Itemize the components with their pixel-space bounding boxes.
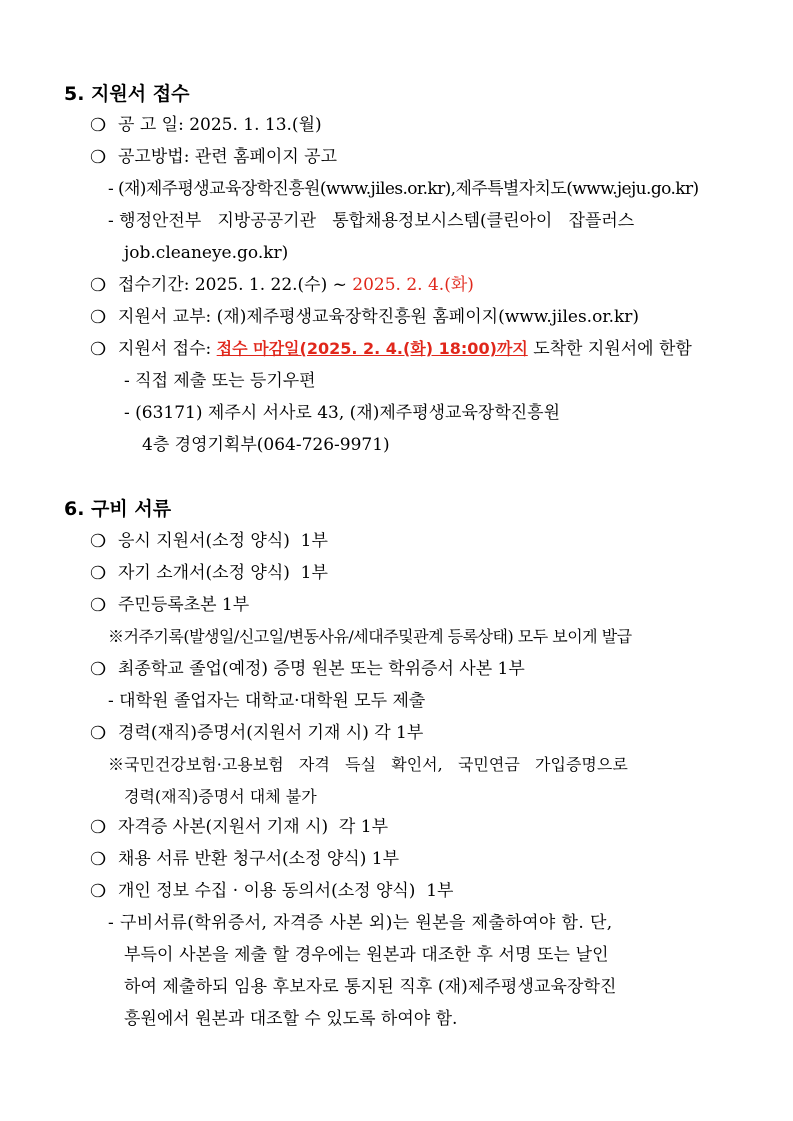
- list-item-application-period: [0, 273, 793, 303]
- document-text: 경력(재직)증명서(지원서 기재 시) 각 1부: [118, 723, 424, 743]
- list-item-resident-registration: [0, 593, 793, 623]
- receipt-text: [118, 337, 692, 361]
- section-5-heading: 5. 지원서 접수: [64, 83, 190, 105]
- document-text: 개인 정보 수집 · 이용 동의서(소정 양식) 1부: [118, 881, 454, 901]
- bullet-icon: ❍: [90, 147, 107, 168]
- method-sub-text: - (재)제주평생교육장학진흥원(www.jiles.or.kr),제주특별자치도(www.jeju.go.kr): [108, 179, 699, 199]
- final-note-text: 하여 제출하되 임용 후보자로 통지된 직후 (재)제주평생교육장학진: [124, 977, 617, 997]
- distribution-text: 지원서 교부: (재)제주평생교육장학진흥원 홈페이지(www.jiles.or.kr): [118, 307, 640, 327]
- bullet-icon: ❍: [90, 849, 107, 870]
- note-residence-record: [0, 625, 793, 655]
- list-item-announcement-date: [0, 113, 793, 143]
- bullet-icon: ❍: [90, 307, 107, 328]
- method-sub-1: [0, 177, 793, 207]
- bullet-icon: ❍: [90, 659, 107, 680]
- receipt-suffix: 도착한 지원서에 한함: [527, 339, 692, 359]
- period-deadline: 2025. 2. 4.(화): [352, 275, 474, 295]
- note-text: ※국민건강보험·고용보험 자격 득실 확인서, 국민연금 가입증명으로: [108, 755, 628, 774]
- document-text: 응시 지원서(소정 양식) 1부: [118, 531, 328, 551]
- receipt-prefix: 지원서 접수:: [118, 339, 217, 359]
- document-text: 자격증 사본(지원서 기재 시) 각 1부: [118, 817, 388, 837]
- receipt-sub-text: 4층 경영기획부(064-726-9971): [142, 435, 390, 455]
- announcement-date-text: 공 고 일: 2025. 1. 13.(월): [118, 115, 322, 135]
- list-item-form-distribution: [0, 305, 793, 335]
- note-career-line-1: [0, 753, 793, 783]
- sub-text: - 대학원 졸업자는 대학교·대학원 모두 제출: [108, 691, 426, 711]
- list-item-form-receipt: [0, 337, 793, 367]
- list-item-graduation-certificate: [0, 657, 793, 687]
- list-item-return-request: [0, 847, 793, 877]
- bullet-icon: ❍: [90, 531, 107, 552]
- list-item-announcement-method: [0, 145, 793, 175]
- receipt-sub-2: [0, 401, 793, 431]
- receipt-sub-2-cont: [0, 433, 793, 463]
- method-sub-text: job.cleaneye.go.kr): [124, 243, 289, 263]
- application-period-text: [118, 273, 474, 297]
- bullet-icon: ❍: [90, 723, 107, 744]
- final-note-line-1: [0, 911, 793, 941]
- receipt-sub-1: [0, 369, 793, 399]
- bullet-icon: ❍: [90, 563, 107, 584]
- graduation-sub: [0, 689, 793, 719]
- document-text: 자기 소개서(소정 양식) 1부: [118, 563, 328, 583]
- bullet-icon: ❍: [90, 817, 107, 838]
- final-note-text: 부득이 사본을 제출 할 경우에는 원본과 대조한 후 서명 또는 날인: [124, 945, 609, 965]
- list-item-application-form: [0, 529, 793, 559]
- bullet-icon: ❍: [90, 339, 107, 360]
- list-item-self-introduction: [0, 561, 793, 591]
- list-item-privacy-consent: [0, 879, 793, 909]
- final-note-text: 흥원에서 원본과 대조할 수 있도록 하여야 함.: [124, 1009, 458, 1029]
- method-sub-2: [0, 209, 793, 239]
- section-6-heading: 6. 구비 서류: [64, 498, 172, 520]
- receipt-sub-text: - 직접 제출 또는 등기우편: [124, 371, 316, 391]
- final-note-line-2: [0, 943, 793, 973]
- bullet-icon: ❍: [90, 115, 107, 136]
- document-text: 주민등록초본 1부: [118, 595, 250, 615]
- note-text: ※거주기록(발생일/신고일/변동사유/세대주및관계 등록상태) 모두 보이게 발급: [108, 627, 632, 646]
- final-note-line-4: [0, 1007, 793, 1037]
- method-sub-2-cont: [0, 241, 793, 271]
- note-text: 경력(재직)증명서 대체 불가: [124, 787, 317, 806]
- list-item-license-copy: [0, 815, 793, 845]
- document-text: 최종학교 졸업(예정) 증명 원본 또는 학위증서 사본 1부: [118, 659, 525, 679]
- period-prefix: 접수기간: 2025. 1. 22.(수) ~: [118, 275, 353, 295]
- bullet-icon: ❍: [90, 275, 107, 296]
- list-item-career-certificate: [0, 721, 793, 751]
- document-text: 채용 서류 반환 청구서(소정 양식) 1부: [118, 849, 400, 869]
- announcement-method-text: 공고방법: 관련 홈페이지 공고: [118, 147, 338, 167]
- receipt-deadline: 접수 마감일(2025. 2. 4.(화) 18:00)까지: [216, 339, 528, 358]
- receipt-sub-text: - (63171) 제주시 서사로 43, (재)제주평생교육장학진흥원: [124, 403, 561, 423]
- bullet-icon: ❍: [90, 595, 107, 616]
- method-sub-text: - 행정안전부 지방공공기관 통합채용정보시스템(클린아이 잡플러스: [108, 211, 635, 231]
- final-note-text: - 구비서류(학위증서, 자격증 사본 외)는 원본을 제출하여야 함. 단,: [108, 913, 613, 933]
- final-note-line-3: [0, 975, 793, 1005]
- bullet-icon: ❍: [90, 881, 107, 902]
- note-career-line-2: [0, 785, 793, 815]
